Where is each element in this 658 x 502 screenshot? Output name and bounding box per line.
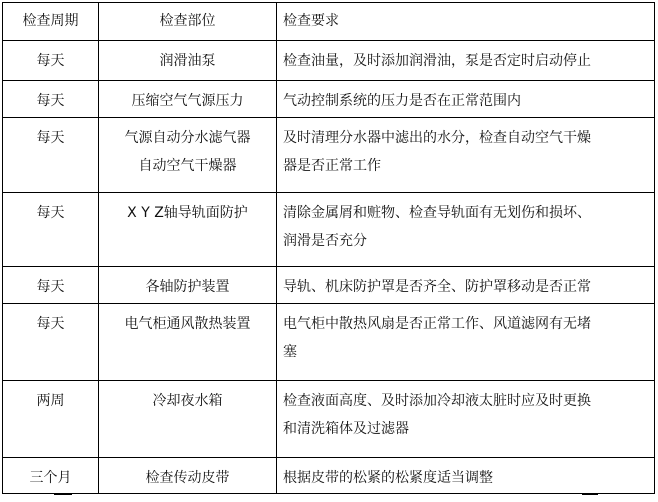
requirement-text: 及时清理分水器中滤出的水分，检查自动空气干燥 bbox=[283, 130, 591, 146]
part-text: 电气柜通风散热装置 bbox=[124, 316, 251, 332]
requirement-cell bbox=[277, 81, 655, 118]
requirement-text: 电气柜中散热风扇是否正常工作、风道滤网有无堵 bbox=[283, 316, 591, 332]
requirement-text: 检查油量，及时添加润滑油，泵是否定时启动停止 bbox=[283, 53, 591, 69]
period-cell: 两周 bbox=[3, 381, 99, 458]
part-text: 气源自动分水滤气器 bbox=[124, 130, 251, 146]
table-row bbox=[3, 41, 655, 81]
part-cell bbox=[99, 304, 277, 381]
part-text: X Y Z轴导轨面防护 bbox=[127, 205, 248, 221]
table-row bbox=[3, 118, 655, 193]
table-row bbox=[3, 381, 655, 458]
part-cell bbox=[99, 118, 277, 193]
table-row bbox=[3, 267, 655, 304]
period-cell: 三个月 bbox=[3, 458, 99, 494]
requirement-text: 根据皮带的松紧的松紧度适当调整 bbox=[283, 470, 493, 486]
header-part: 检查部位 bbox=[99, 3, 277, 41]
table-row bbox=[3, 193, 655, 267]
requirement-text: 清除金属屑和赃物、检查导轨面有无划伤和损坏、 bbox=[283, 205, 591, 221]
requirement-cell bbox=[277, 381, 655, 458]
header-period: 检查周期 bbox=[3, 3, 99, 41]
part-cell bbox=[99, 267, 277, 304]
page-edge-mark bbox=[54, 494, 72, 495]
requirement-cell bbox=[277, 41, 655, 81]
part-text: 压缩空气气源压力 bbox=[131, 93, 244, 109]
table-row bbox=[3, 304, 655, 381]
requirement-text: 器是否正常工作 bbox=[283, 158, 381, 174]
table-row bbox=[3, 458, 655, 494]
period-cell: 每天 bbox=[3, 118, 99, 193]
requirement-cell bbox=[277, 267, 655, 304]
period-cell: 每天 bbox=[3, 267, 99, 304]
header-requirement: 检查要求 bbox=[277, 3, 655, 41]
requirement-text: 导轨、机床防护罩是否齐全、防护罩移动是否正常 bbox=[283, 279, 591, 295]
part-text: 各轴防护装置 bbox=[145, 279, 230, 295]
period-cell: 每天 bbox=[3, 81, 99, 118]
requirement-cell bbox=[277, 118, 655, 193]
requirement-text: 气动控制系统的压力是否在正常范围内 bbox=[283, 93, 521, 109]
part-text: 冷却夜水箱 bbox=[152, 393, 223, 409]
page-edge-mark bbox=[582, 494, 598, 495]
period-cell: 每天 bbox=[3, 304, 99, 381]
maintenance-schedule-table bbox=[2, 2, 655, 494]
period-cell: 每天 bbox=[3, 41, 99, 81]
requirement-cell bbox=[277, 458, 655, 494]
part-text: 自动空气干燥器 bbox=[138, 158, 237, 174]
table-header-row bbox=[3, 3, 655, 41]
part-cell bbox=[99, 381, 277, 458]
table-row bbox=[3, 81, 655, 118]
part-cell bbox=[99, 41, 277, 81]
requirement-cell bbox=[277, 304, 655, 381]
requirement-text: 塞 bbox=[283, 344, 297, 360]
requirement-cell bbox=[277, 193, 655, 267]
part-cell bbox=[99, 193, 277, 267]
requirement-text: 润滑是否充分 bbox=[283, 233, 367, 249]
part-text: 润滑油泵 bbox=[159, 53, 216, 69]
part-cell bbox=[99, 81, 277, 118]
part-text: 检查传动皮带 bbox=[145, 470, 230, 486]
requirement-text: 和清洗箱体及过滤器 bbox=[283, 421, 409, 437]
period-cell: 每天 bbox=[3, 193, 99, 267]
requirement-text: 检查液面高度、及时添加冷却液太脏时应及时更换 bbox=[283, 393, 591, 409]
part-cell bbox=[99, 458, 277, 494]
